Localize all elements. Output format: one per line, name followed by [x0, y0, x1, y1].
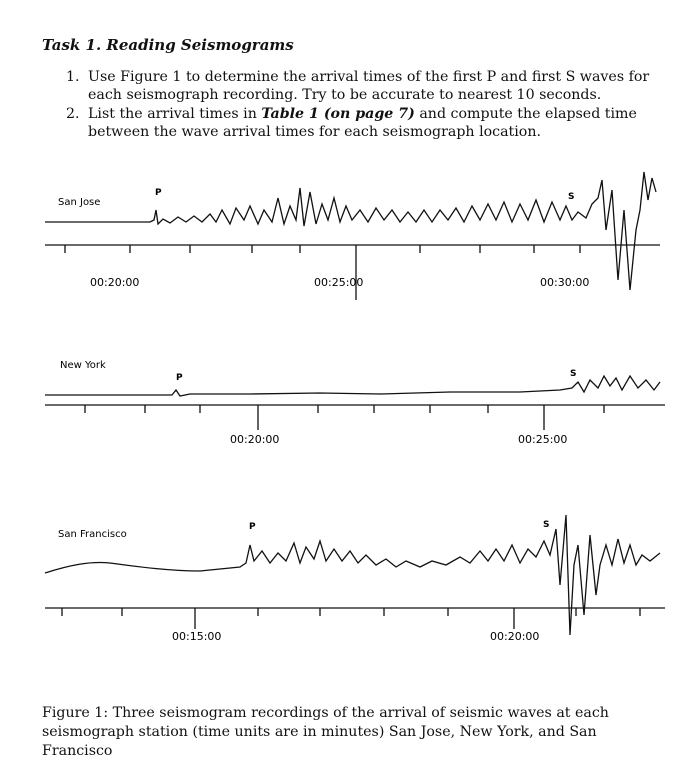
- table-reference: Table 1 (on page 7): [261, 106, 415, 122]
- s-wave-label: S: [568, 192, 575, 202]
- p-wave-label: P: [249, 522, 256, 532]
- time-label: 00:25:00: [314, 276, 364, 289]
- time-label: 00:20:00: [230, 433, 280, 446]
- p-wave-label: P: [155, 188, 162, 198]
- seismogram-new-york: [0, 352, 675, 462]
- time-label: 00:30:00: [540, 276, 590, 289]
- task-item-text-end: and compute the elapsed time between the wave arrival times for each seismograph location.: [88, 106, 637, 140]
- s-wave-label: S: [570, 369, 577, 379]
- seismogram-trace: [45, 515, 665, 635]
- task-title: Task 1. Reading Seismograms: [42, 36, 294, 54]
- task-item-number: 2.: [66, 106, 80, 122]
- time-label: 00:20:00: [90, 276, 140, 289]
- seismogram-san-jose: [0, 170, 675, 330]
- time-label: 00:25:00: [518, 433, 568, 446]
- time-label: 00:15:00: [172, 630, 222, 643]
- seismogram-trace: [45, 376, 665, 430]
- time-label: 00:20:00: [490, 630, 540, 643]
- task-list: [60, 68, 665, 142]
- s-wave-label: S: [543, 520, 550, 530]
- task-item-number: 1.: [66, 69, 80, 85]
- station-label: San Francisco: [58, 529, 127, 540]
- figure-caption: Figure 1: Three seismogram recordings of the arrival of seismic waves at each seismograph station (time units are in minutes) San Jose, New York, and San Francisco: [42, 705, 609, 759]
- station-label: New York: [60, 360, 106, 371]
- task-item: [60, 105, 665, 141]
- task-item-text: Use Figure 1 to determine the arrival times of the first P and first S waves for each seismograph recording. Try to be accurate to nearest 10 seconds.: [88, 69, 650, 103]
- seismogram-san-francisco: [0, 505, 675, 695]
- task-item-text: List the arrival times in: [88, 106, 262, 122]
- station-label: San Jose: [58, 197, 101, 208]
- p-wave-label: P: [176, 373, 183, 383]
- task-item: [60, 68, 665, 104]
